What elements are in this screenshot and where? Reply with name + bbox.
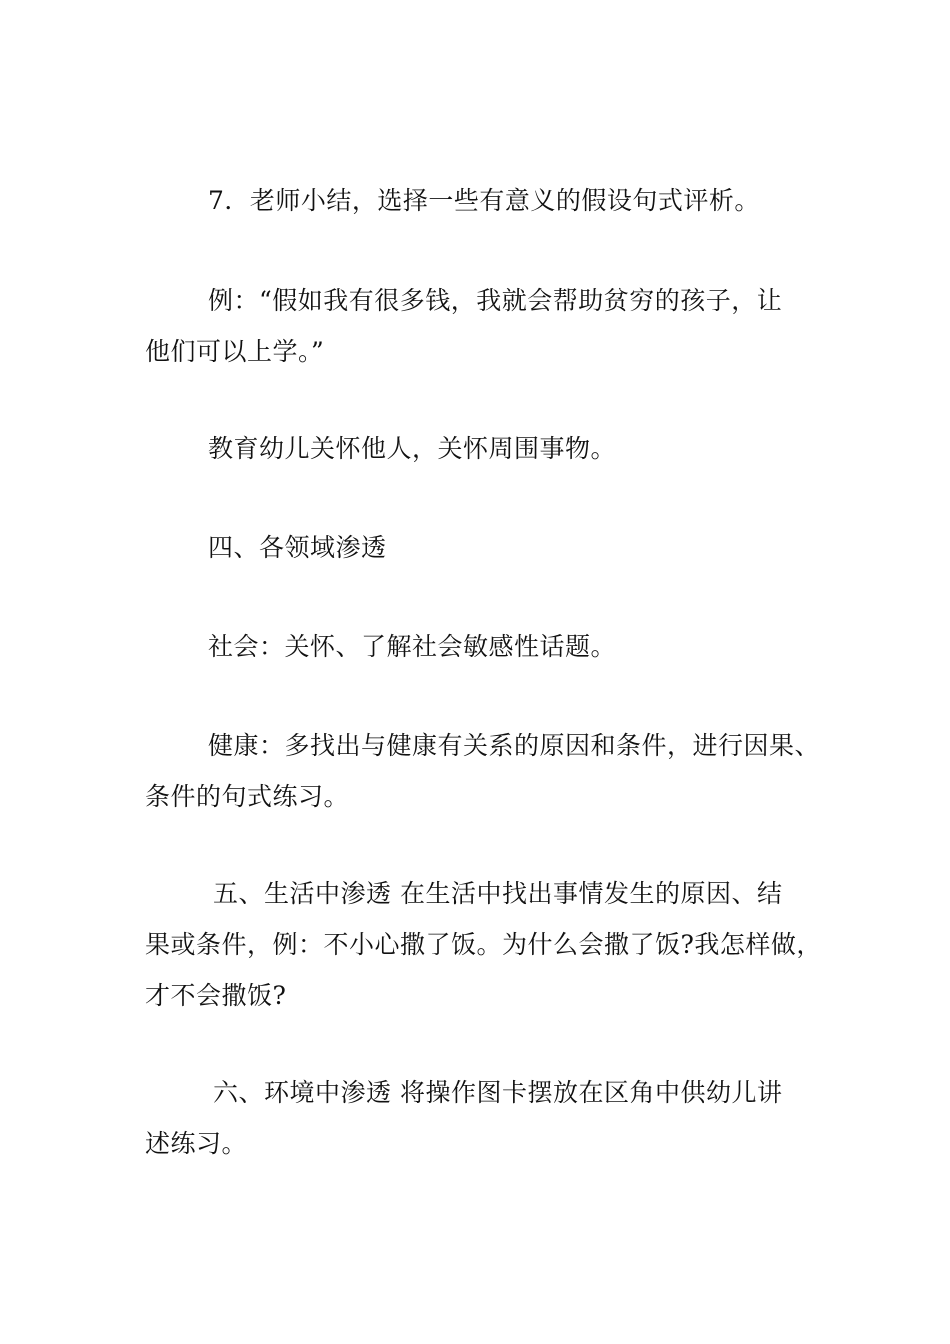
section-6-line-1: 六、环境中渗透 将操作图卡摆放在区角中供幼儿讲 [213, 1078, 783, 1107]
paragraph-education: 教育幼儿关怀他人，关怀周围事物。 [208, 434, 617, 463]
section-heading-4: 四、各领域渗透 [208, 533, 387, 562]
paragraph-example-line-2: 他们可以上学。” [145, 337, 325, 366]
section-6-line-2: 述练习。 [145, 1129, 248, 1158]
section-5-line-3: 才不会撒饭? [145, 981, 287, 1010]
paragraph-social: 社会：关怀、了解社会敏感性话题。 [208, 632, 617, 661]
paragraph-example-line-1: 例：“假如我有很多钱，我就会帮助贫穷的孩子，让 [208, 286, 783, 315]
paragraph-health-line-1: 健康：多找出与健康有关系的原因和条件，进行因果、 [208, 731, 821, 760]
paragraph-health-line-2: 条件的句式练习。 [145, 782, 350, 811]
section-5-line-1: 五、生活中渗透 在生活中找出事情发生的原因、结 [213, 879, 783, 908]
section-5-line-2: 果或条件，例：不小心撒了饭。为什么会撒了饭?我怎样做， [145, 930, 822, 959]
paragraph-summary: 7．老师小结，选择一些有意义的假设句式评析。 [208, 186, 760, 215]
